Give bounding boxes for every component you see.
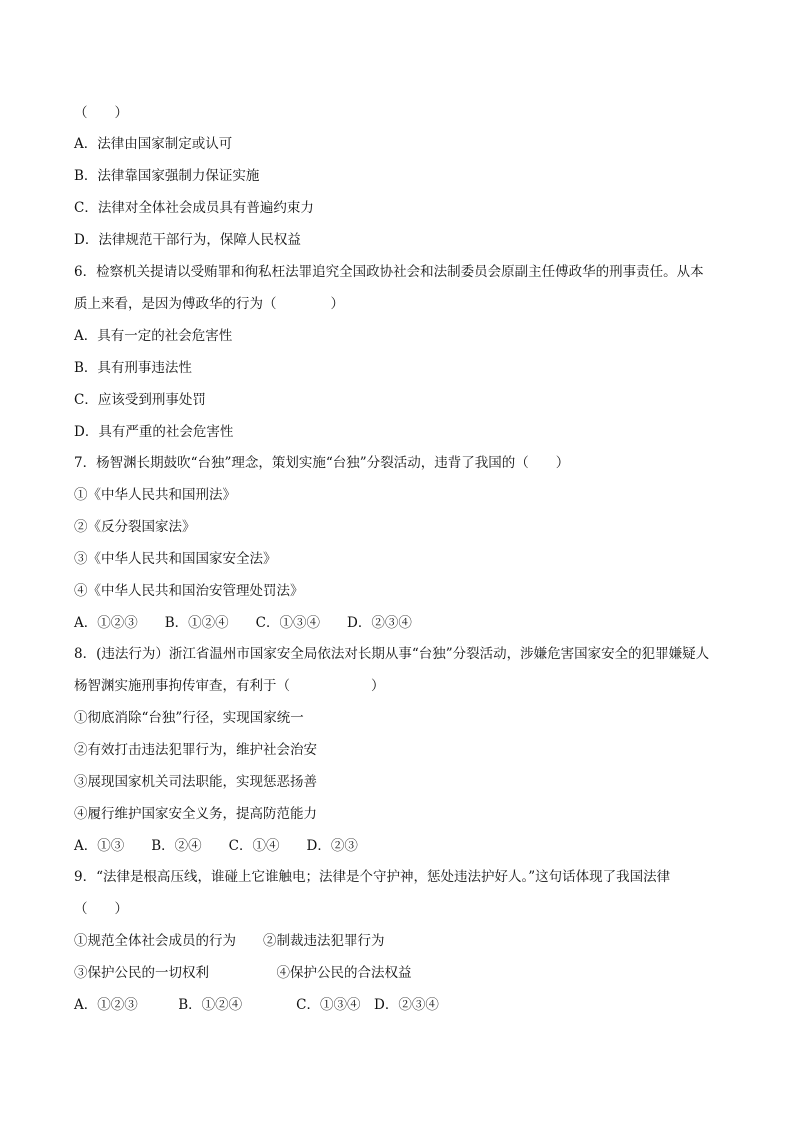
q8-item-4: ④履行维护国家安全义务，提高防范能力 bbox=[74, 806, 317, 822]
q5-option-a: A．法律由国家制定或认可 bbox=[74, 136, 233, 152]
q8-stem-line-1: 8．(违法行为）浙江省温州市国家安全局依法对长期从事“台独”分裂活动，涉嫌危害国家安全的犯罪嫌疑人 bbox=[74, 646, 710, 662]
q5-option-d: D．法律规范干部行为，保障人民权益 bbox=[74, 232, 301, 248]
q6-option-c: C．应该受到刑事处罚 bbox=[74, 392, 206, 408]
q7-item-1: ①《中华人民共和国刑法》 bbox=[74, 487, 236, 503]
q9-items-row-2: ③保护公民的一切权利 ④保护公民的合法权益 bbox=[74, 965, 412, 981]
q7-item-2: ②《反分裂国家法》 bbox=[74, 519, 196, 535]
q8-item-1: ①彻底消除“台独”行径，实现国家统一 bbox=[74, 710, 304, 726]
q8-item-2: ②有效打击违法犯罪行为，维护社会治安 bbox=[74, 742, 317, 758]
q6-stem-line-2: 质上来看，是因为傅政华的行为（ ） bbox=[74, 296, 344, 312]
q6-stem-line-1: 6．检察机关提请以受贿罪和徇私枉法罪追究全国政协社会和法制委员会原副主任傅政华的刑事责任。从本 bbox=[74, 264, 704, 280]
q5-option-b: B．法律靠国家强制力保证实施 bbox=[74, 168, 260, 184]
q6-option-d: D．具有严重的社会危害性 bbox=[74, 424, 234, 440]
q8-item-3: ③展现国家机关司法职能，实现惩恶扬善 bbox=[74, 774, 317, 790]
q5-answer-bracket: （ ） bbox=[74, 105, 128, 121]
q6-option-b: B．具有刑事违法性 bbox=[74, 360, 192, 376]
q7-stem: 7．杨智渊长期鼓吹“台独”理念，策划实施“台独”分裂活动，违背了我国的（ ） bbox=[74, 455, 570, 471]
q8-options: A．①③ B．②④ C．①④ D．②③ bbox=[74, 838, 358, 854]
q7-item-4: ④《中华人民共和国治安管理处罚法》 bbox=[74, 583, 304, 599]
q7-item-3: ③《中华人民共和国国家安全法》 bbox=[74, 551, 277, 567]
q8-stem-line-2: 杨智渊实施刑事拘传审查，有利于（ ） bbox=[74, 678, 385, 694]
q6-option-a: A．具有一定的社会危害性 bbox=[74, 328, 233, 344]
q9-options: A．①②③ B．①②④ C．①③④ D．②③④ bbox=[74, 997, 439, 1013]
q9-stem-line-2: （ ） bbox=[74, 901, 128, 917]
q9-items-row-1: ①规范全体社会成员的行为 ②制裁违法犯罪行为 bbox=[74, 933, 385, 949]
q5-option-c: C．法律对全体社会成员具有普遍约束力 bbox=[74, 200, 314, 216]
q9-stem-line-1: 9．“法律是根高压线，谁碰上它谁触电；法律是个守护神，惩处违法护好人。”这句话体现了我国法律 bbox=[74, 869, 671, 885]
q7-options: A．①②③ B．①②④ C．①③④ D．②③④ bbox=[74, 615, 412, 631]
